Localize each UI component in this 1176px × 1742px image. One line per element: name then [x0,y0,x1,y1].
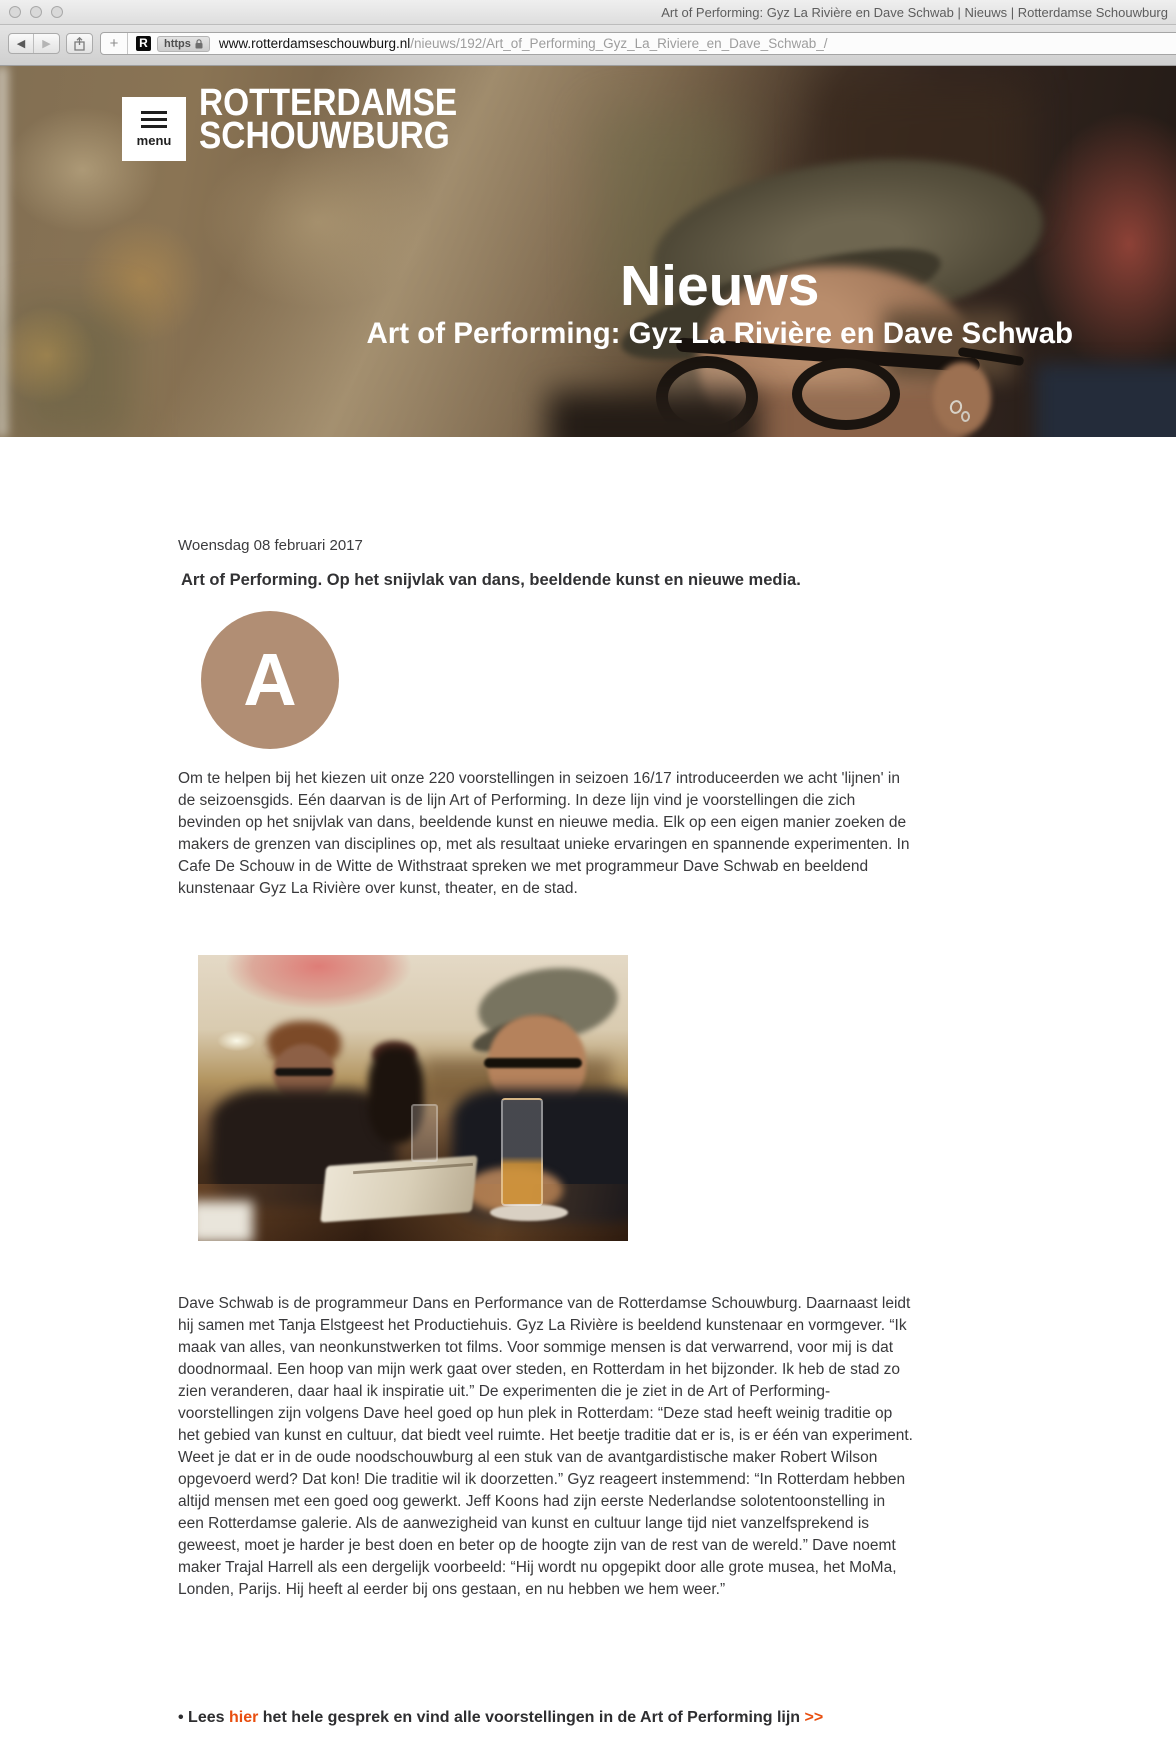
hero-man-ear [933,362,991,434]
page-subtitle: Art of Performing: Gyz La Rivière en Dave Schwab [366,317,1073,350]
share-button[interactable] [66,33,93,54]
hero-titles [366,256,1073,351]
close-window-button[interactable] [9,6,21,18]
article-paragraph: Om te helpen bij het kiezen uit onze 220 voorstellingen in seizoen 16/17 introduceerden we acht 'lijnen' in de seizoensgids. Eén daarvan is de lijn Art of Performing. In deze lijn vind je voorstellingen die zich bevinden op het snijvlak van dans, beeldende kunst en nieuwe media. Elk op een eigen manier zoeken de makers de grenzen van disciplines op, met als resultaat unieke ervaringen en spannende experimenten. In Cafe De Schouw in de Witte de Withstraat spreken we met programmeur Dave Schwab en beeldend kunstenaar Gyz La Rivière over kunst, theater, en de stad. [178,770,910,897]
photo-cup [198,1201,253,1241]
url-host: www.rotterdamseschouwburg.nl [218,36,411,51]
article-content [0,437,1176,1727]
https-badge [157,36,210,52]
site-logo[interactable] [199,82,458,157]
photo-small-glass [411,1104,438,1162]
hero-man-earring [961,411,970,422]
minimize-window-button[interactable] [30,6,42,18]
read-more-line [178,1709,1176,1727]
history-nav-group [8,33,60,54]
address-bar[interactable] [100,32,1176,55]
hamburger-icon [141,111,167,114]
window-title: Art of Performing: Gyz La Rivière en Dave Schwab | Nieuws | Rotterdamse Schouwburg [661,5,1168,20]
url-path: /nieuws/192/Art_of_Performing_Gyz_La_Riviere_en_Dave_Schwab_/ [410,36,828,51]
photo-right-man-glasses [484,1058,582,1068]
hero-man-clothing [1036,364,1176,437]
site-favicon: R [136,36,151,51]
browser-toolbar [0,25,1176,66]
zoom-window-button[interactable] [51,6,63,18]
new-tab-button[interactable]: + [101,33,128,54]
article-heading: Art of Performing. Op het snijvlak van dans, beeldende kunst en nieuwe media. [181,571,801,589]
article-paragraph: Dave Schwab is de programmeur Dans en Performance van de Rotterdamse Schouwburg. Daarnaast leidt hij samen met Tanja Elstgeest het Productiehuis. Gyz La Rivière is beeldend kunstenaar en vormgever. “Ik maak van alles, van neonkunstwerken tot films. Voor sommige mensen is dat verwarrend, voor mij is dat doodnormaal. Een hoop van mijn werk gaat over steden, en Rotterdam in het bijzonder. Ik heb de stad zo zien veranderen, daar haal ik inspiratie uit.” De experimenten die je ziet in de Art of Performing-voorstellingen zijn volgens Dave heel goed op hun plek in Rotterdam: “Deze stad heeft weinig traditie op het gebied van kunst en cultuur, dat biedt veel ruimte. Het beetje traditie dat er is, is er één van experiment. Weet je dat er in de oude noodschouwburg al een stuk van de avantgardistische maker Robert Wilson opgevoerd werd? Dat kon! Die traditie wil ik doorzetten.” Gyz reageert instemmend: “In Rotterdam hebben altijd mensen met een goed oog gewerkt. Jeff Koons had zijn eerste Nederlandse solotentoonstelling in een Rotterdamse galerie. Als de aanwezigheid van kunst en cultuur lange tijd niet vanzelfsprekend is geweest, moet je harder je best doen en beter op de hoogte zijn van de rest van de wereld.” Dave noemt maker Trajal Harrell als een dergelijk voorbeeld: “Hij wordt nu opgepikt door alle grote musea, het MoMa, Londen, Parijs. Hij heeft al eerder bij ons gestaan, en nu hebben we hem weer.” [178,1295,913,1598]
read-more-link-hier[interactable]: hier [228,1709,259,1726]
titlebar [0,0,1176,25]
hero-shadow [548,392,758,437]
badge-letter: A [243,638,297,721]
hero-man-glasses-lens [792,358,900,430]
photo-left-man-glasses [275,1068,333,1076]
share-icon [73,37,86,51]
lock-icon [195,39,203,49]
hero-banner [0,66,1176,437]
article-date: Woensdag 08 februari 2017 [178,537,363,554]
hero-light-streak [0,66,8,437]
read-more-link-arrows[interactable]: >> [804,1709,824,1726]
back-button[interactable]: ◀ [9,34,34,53]
read-more-prefix: • Lees [178,1709,225,1726]
https-label: https [164,37,191,50]
hero-bokeh-shape [14,304,134,437]
photo-beer-glass [501,1098,543,1206]
photo-coaster [490,1204,568,1221]
article-photo [198,955,628,1241]
menu-button-label: menu [136,133,172,148]
page-title: Nieuws [619,254,820,318]
logo-line-1: ROTTERDAMSE [199,82,458,124]
read-more-mid: het hele gesprek en vind alle voorstellingen in de Art of Performing lijn [262,1709,801,1726]
forward-button[interactable]: ▶ [42,38,51,50]
menu-button[interactable] [122,97,186,161]
logo-line-2: SCHOUWBURG [199,115,450,157]
window-controls [9,6,63,18]
category-badge [201,611,339,749]
